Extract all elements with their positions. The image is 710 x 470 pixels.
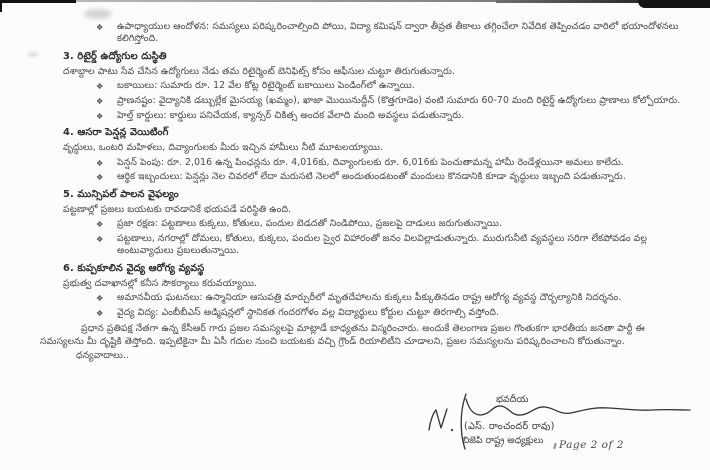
page-number-label: Page 2 of 2 bbox=[559, 439, 624, 451]
diamond-bullet-icon: ❖ bbox=[96, 234, 104, 245]
handwritten-signature-scribble bbox=[413, 389, 703, 454]
bullet-teachers-concern bbox=[63, 21, 690, 46]
bullet-pension-hike bbox=[63, 157, 690, 169]
bullet-sanitation bbox=[63, 233, 690, 258]
diamond-bullet-icon: ❖ bbox=[96, 157, 104, 168]
signatory-title: బిజెపి రాష్ట్ర అధ్యక్షులు bbox=[462, 435, 544, 446]
bullet-text: ఆర్థిక ఇబ్బందులు: పెన్షన్లు నెల చివరలో లేదా మరుసటి నెలలో అందుతుండటంతో మందులు కొనడానికి కూడా వృద్ధులు ఇబ్బంది పడుతున్నారు. bbox=[117, 171, 626, 183]
section-4-heading: 4. ఆసరా పెన్షన్ల వెయిటింగ్ bbox=[63, 127, 169, 139]
bullet-financial-trouble bbox=[63, 171, 690, 183]
bullet-medical-education bbox=[63, 307, 690, 319]
diamond-bullet-icon: ❖ bbox=[96, 95, 104, 106]
bullet-text: హెల్త్ కార్డులు: కార్డులు పనిచేయక, క్యాన్సర్ చికిత్స అందక వేలాది మంది అవస్థలు పడుతున్నారు. bbox=[117, 109, 465, 121]
section-4-intro: వృద్ధులు, ఒంటరి మహిళలు, దివ్యాంగులకు మీరు ఇచ్చిన హామీలు నీటి మూటలయ్యాయి. bbox=[63, 142, 384, 154]
signature-closing: భవదీయ bbox=[496, 394, 529, 405]
thanks-line: ధన్యవాదాలు.. bbox=[76, 350, 130, 362]
section-5-intro: పట్టణాల్లో ప్రజలు బయటకు రావడానికే భయపడే పరిస్థితి ఉంది. bbox=[63, 204, 292, 216]
section-6-intro: ప్రభుత్వ దవాఖానల్లో కనీస సౌకర్యాలు కరువయ్యాయి. bbox=[63, 278, 258, 290]
section-5-heading: 5. మున్సిపల్ పాలన వైఫల్యం bbox=[63, 188, 179, 200]
bullet-text: బకాయిలు: సుమారు రూ. 12 వేల కోట్ల రిటైర్మెంట్ బకాయిలు పెండింగ్‌లో ఉన్నాయి. bbox=[117, 80, 415, 92]
section-3-intro: దశాబ్దాల పాటు సేవ చేసిన ఉద్యోగులు నేడు తమ రిటైర్మెంట్ బెనిఫిట్స్ కోసం ఆఫీసుల చుట్టూ తిరుగుతున్నారు. bbox=[63, 65, 456, 77]
diamond-bullet-icon: ❖ bbox=[96, 219, 104, 230]
bullet-loss-of-life bbox=[63, 95, 690, 107]
diamond-bullet-icon: ❖ bbox=[96, 110, 104, 121]
bullet-text: ప్రాణనష్టం: వైద్యానికి డబ్బుల్లేక మైసయ్య (ఖమ్మం), ఖాజా మొయినుద్దీన్ (కొత్తగూడెం) వంటి సుమారు 60-70 మంది రిటైర్డ్ ఉద్యోగులు ప్రాణాలు కోల్పోయారు. bbox=[117, 94, 681, 106]
diamond-bullet-icon: ❖ bbox=[96, 308, 104, 319]
diamond-bullet-icon: ❖ bbox=[96, 293, 104, 304]
bullet-arrears bbox=[63, 80, 690, 92]
bullet-text: అమానవీయ ఘటనలు: ఉస్మానియా ఆసుపత్రి మార్చురీలో మృతదేహాలను కుక్కలు పీక్కుతినడం రాష్ట్ర ఆరోగ్య వ్యవస్థ దౌర్బల్యానికి నిదర్శనం. bbox=[117, 292, 622, 304]
bullet-inhuman-incidents bbox=[63, 292, 690, 304]
bullet-text: వైద్య విద్య: ఎంబీబీఎస్ అడ్మిషన్లలో స్థానికత గందరగోళం వల్ల విద్యార్థులు కోర్టుల చుట్టూ తిరగాల్సి వస్తోంది. bbox=[117, 307, 500, 319]
bullet-health-cards bbox=[63, 110, 690, 122]
closing-paragraph: ప్రధాన ప్రతిపక్ష నేతగా ఉన్న కేసీఆర్ గారు ప్రజల సమస్యలపై మాట్లాడే బాధ్యతను విస్మరించారు. అందుకే తెలంగాణ ప్రజల గొంతుకగా భారతీయ జనతా పార్టీ ఈ సమస్యలను మీ దృష్టికి తెస్తోంది. ఇప్పటికైనా మీ ఏసీ గదుల నుంచి బయటకు వచ్చి గ్రౌండ్ రియాలిటీని చూడాలని, ప్రజల సమస్యలను పరిష్కరించాలని కోరుతున్నాం. bbox=[40, 323, 645, 347]
bullet-public-safety bbox=[63, 218, 690, 230]
bullet-text: పట్టణాలు, నగరాల్లో దోమలు, కోతులు, కుక్కలు, పందుల స్వైర విహారంతో జనం విలవిల్లాడుతున్నారు. మురుగునీటి వ్యవస్థలు సరిగా లేకపోవడం వల్ల అంటువ్యాధులు ప్రబలుతున్నాయి. bbox=[117, 233, 648, 257]
diamond-bullet-icon: ❖ bbox=[96, 81, 104, 92]
section-6-heading: 6. కుప్పకూలిన వైద్య ఆరోగ్య వ్యవస్థ bbox=[63, 262, 205, 274]
diamond-bullet-icon: ❖ bbox=[96, 172, 104, 183]
bullet-text: ఉపాధ్యాయుల ఆందోళన: సమస్యలు పరిష్కరించాల్సింది పోయి, విద్యా కమిషన్ ద్వారా తీవ్రత తీకాలు తగ్గించేలా నివేదిక తెప్పించడం వారిలో భయాందోళనలు కలిగిస్తోంది. bbox=[117, 21, 679, 45]
section-3-heading: 3. రిటైర్డ్ ఉద్యోగుల దుస్థితి bbox=[63, 50, 167, 62]
signatory-name: (ఎస్. రాంచందర్ రావు) bbox=[464, 421, 555, 432]
bullet-text: ప్రజా రక్షణ: పట్టణాలు కుక్కలు, కోతులు, పందుల బెడదతో నిండిపోయి, ప్రజలపై దాడులు జరుగుతున్నాయి. bbox=[117, 218, 503, 230]
bullet-text: పెన్షన్ పెంపు: రూ. 2,016 ఉన్న పింఛన్లను రూ. 4,016కు, దివ్యాంగులకు రూ. 6,016కు పెంచుతామన్న హామీ రెండేళ్లయినా అమలు కాలేదు. bbox=[117, 156, 624, 168]
diamond-bullet-icon: ❖ bbox=[96, 22, 104, 32]
